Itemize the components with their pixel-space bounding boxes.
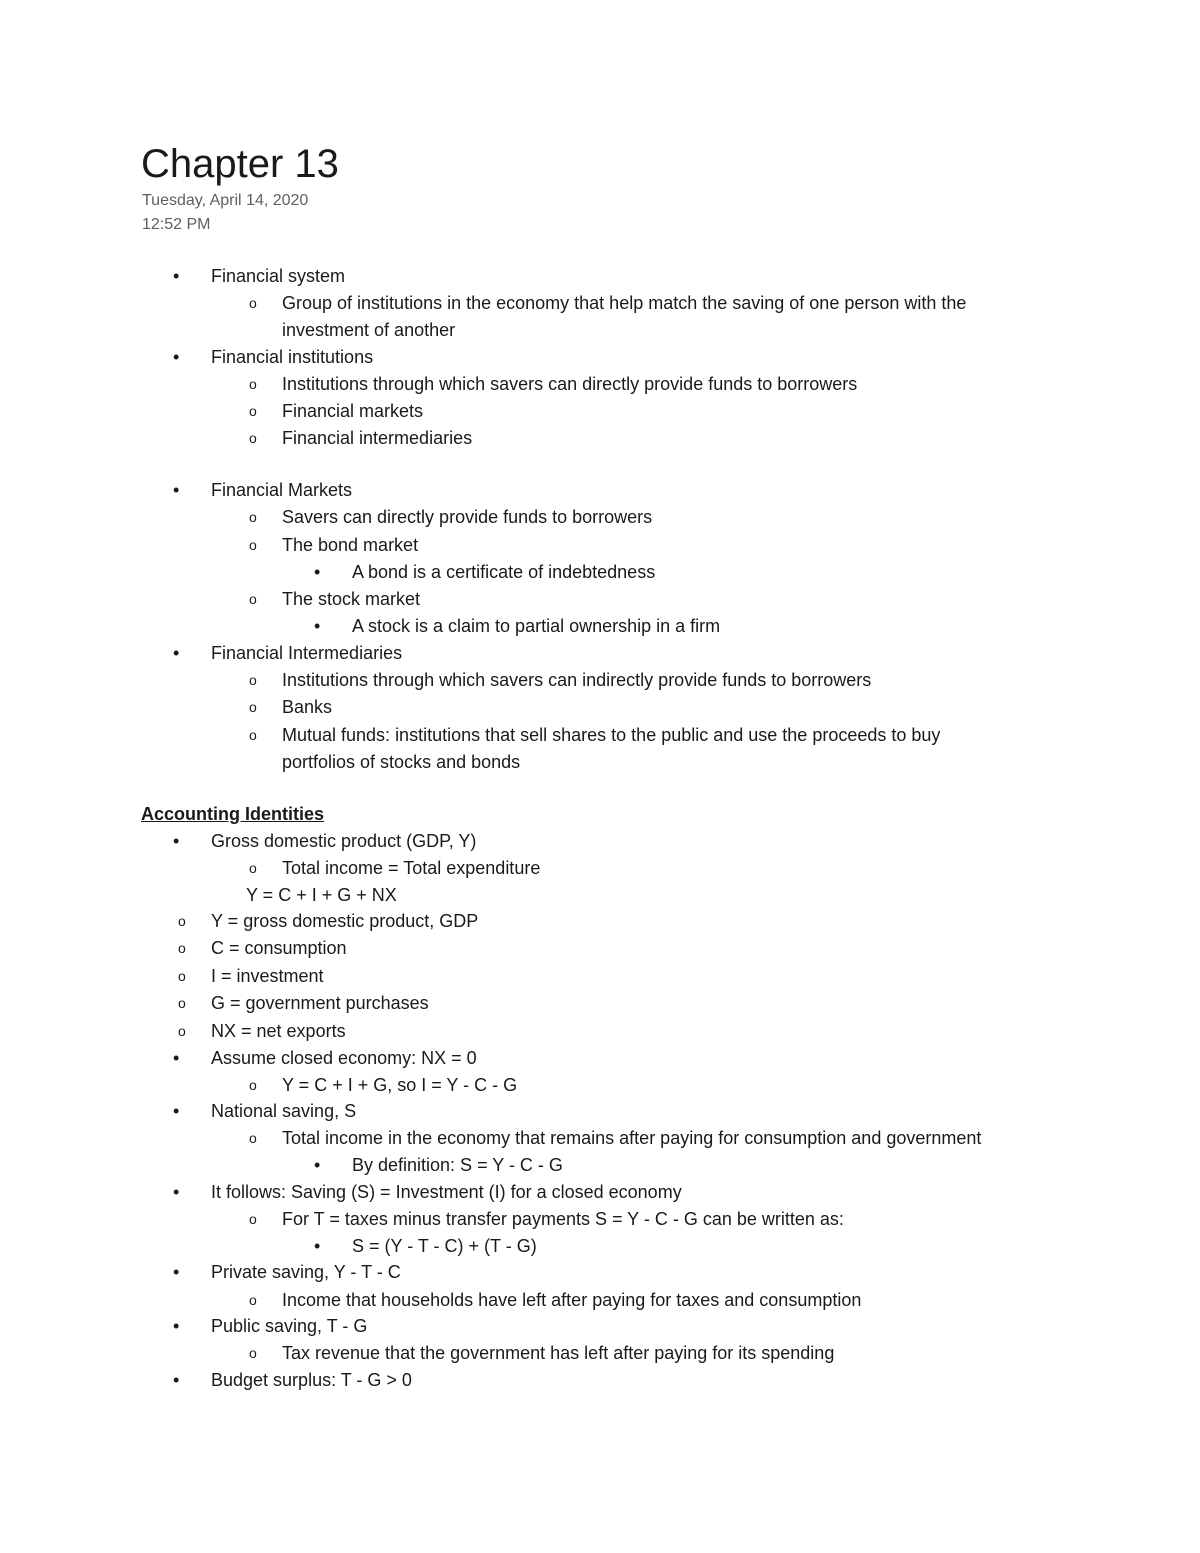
bullet-icon: • — [314, 562, 321, 582]
hollow-bullet-icon: o — [249, 1292, 257, 1308]
hollow-bullet-icon: o — [249, 860, 257, 876]
hollow-bullet-icon: o — [178, 968, 186, 984]
bullet-icon: • — [173, 831, 180, 851]
hollow-bullet-icon: o — [249, 1211, 257, 1227]
note-date: Tuesday, April 14, 2020 — [142, 192, 309, 209]
bullet-icon: • — [173, 1316, 180, 1336]
hollow-bullet-icon: o — [249, 1130, 257, 1146]
bullet-icon: • — [314, 616, 321, 636]
hollow-bullet-icon: o — [178, 913, 186, 929]
bullet-icon: • — [173, 1262, 180, 1282]
hollow-bullet-icon: o — [178, 1023, 186, 1039]
hollow-bullet-icon: o — [249, 295, 257, 311]
hollow-bullet-icon: o — [249, 591, 257, 607]
hollow-bullet-icon: o — [249, 403, 257, 419]
hollow-bullet-icon: o — [249, 537, 257, 553]
hollow-bullet-icon: o — [178, 940, 186, 956]
bullet-icon: • — [314, 1155, 321, 1175]
hollow-bullet-icon: o — [249, 727, 257, 743]
hollow-bullet-icon: o — [249, 376, 257, 392]
bullet-icon: • — [173, 1182, 180, 1202]
hollow-bullet-icon: o — [249, 509, 257, 525]
hollow-bullet-icon: o — [249, 699, 257, 715]
section-heading: Accounting Identities — [141, 804, 325, 824]
page-title: Chapter 13 — [141, 142, 339, 186]
bullet-icon: • — [173, 1048, 180, 1068]
note-time: 12:52 PM — [142, 216, 211, 233]
hollow-bullet-icon: o — [249, 430, 257, 446]
bullet-icon: • — [173, 1370, 180, 1390]
bullet-icon: • — [173, 480, 180, 500]
bullet-icon: • — [314, 1236, 321, 1256]
hollow-bullet-icon: o — [178, 995, 186, 1011]
hollow-bullet-icon: o — [249, 672, 257, 688]
hollow-bullet-icon: o — [249, 1345, 257, 1361]
bullet-icon: • — [173, 266, 180, 286]
bullet-icon: • — [173, 347, 180, 367]
bullet-icon: • — [173, 1101, 180, 1121]
hollow-bullet-icon: o — [249, 1077, 257, 1093]
bullet-icon: • — [173, 643, 180, 663]
